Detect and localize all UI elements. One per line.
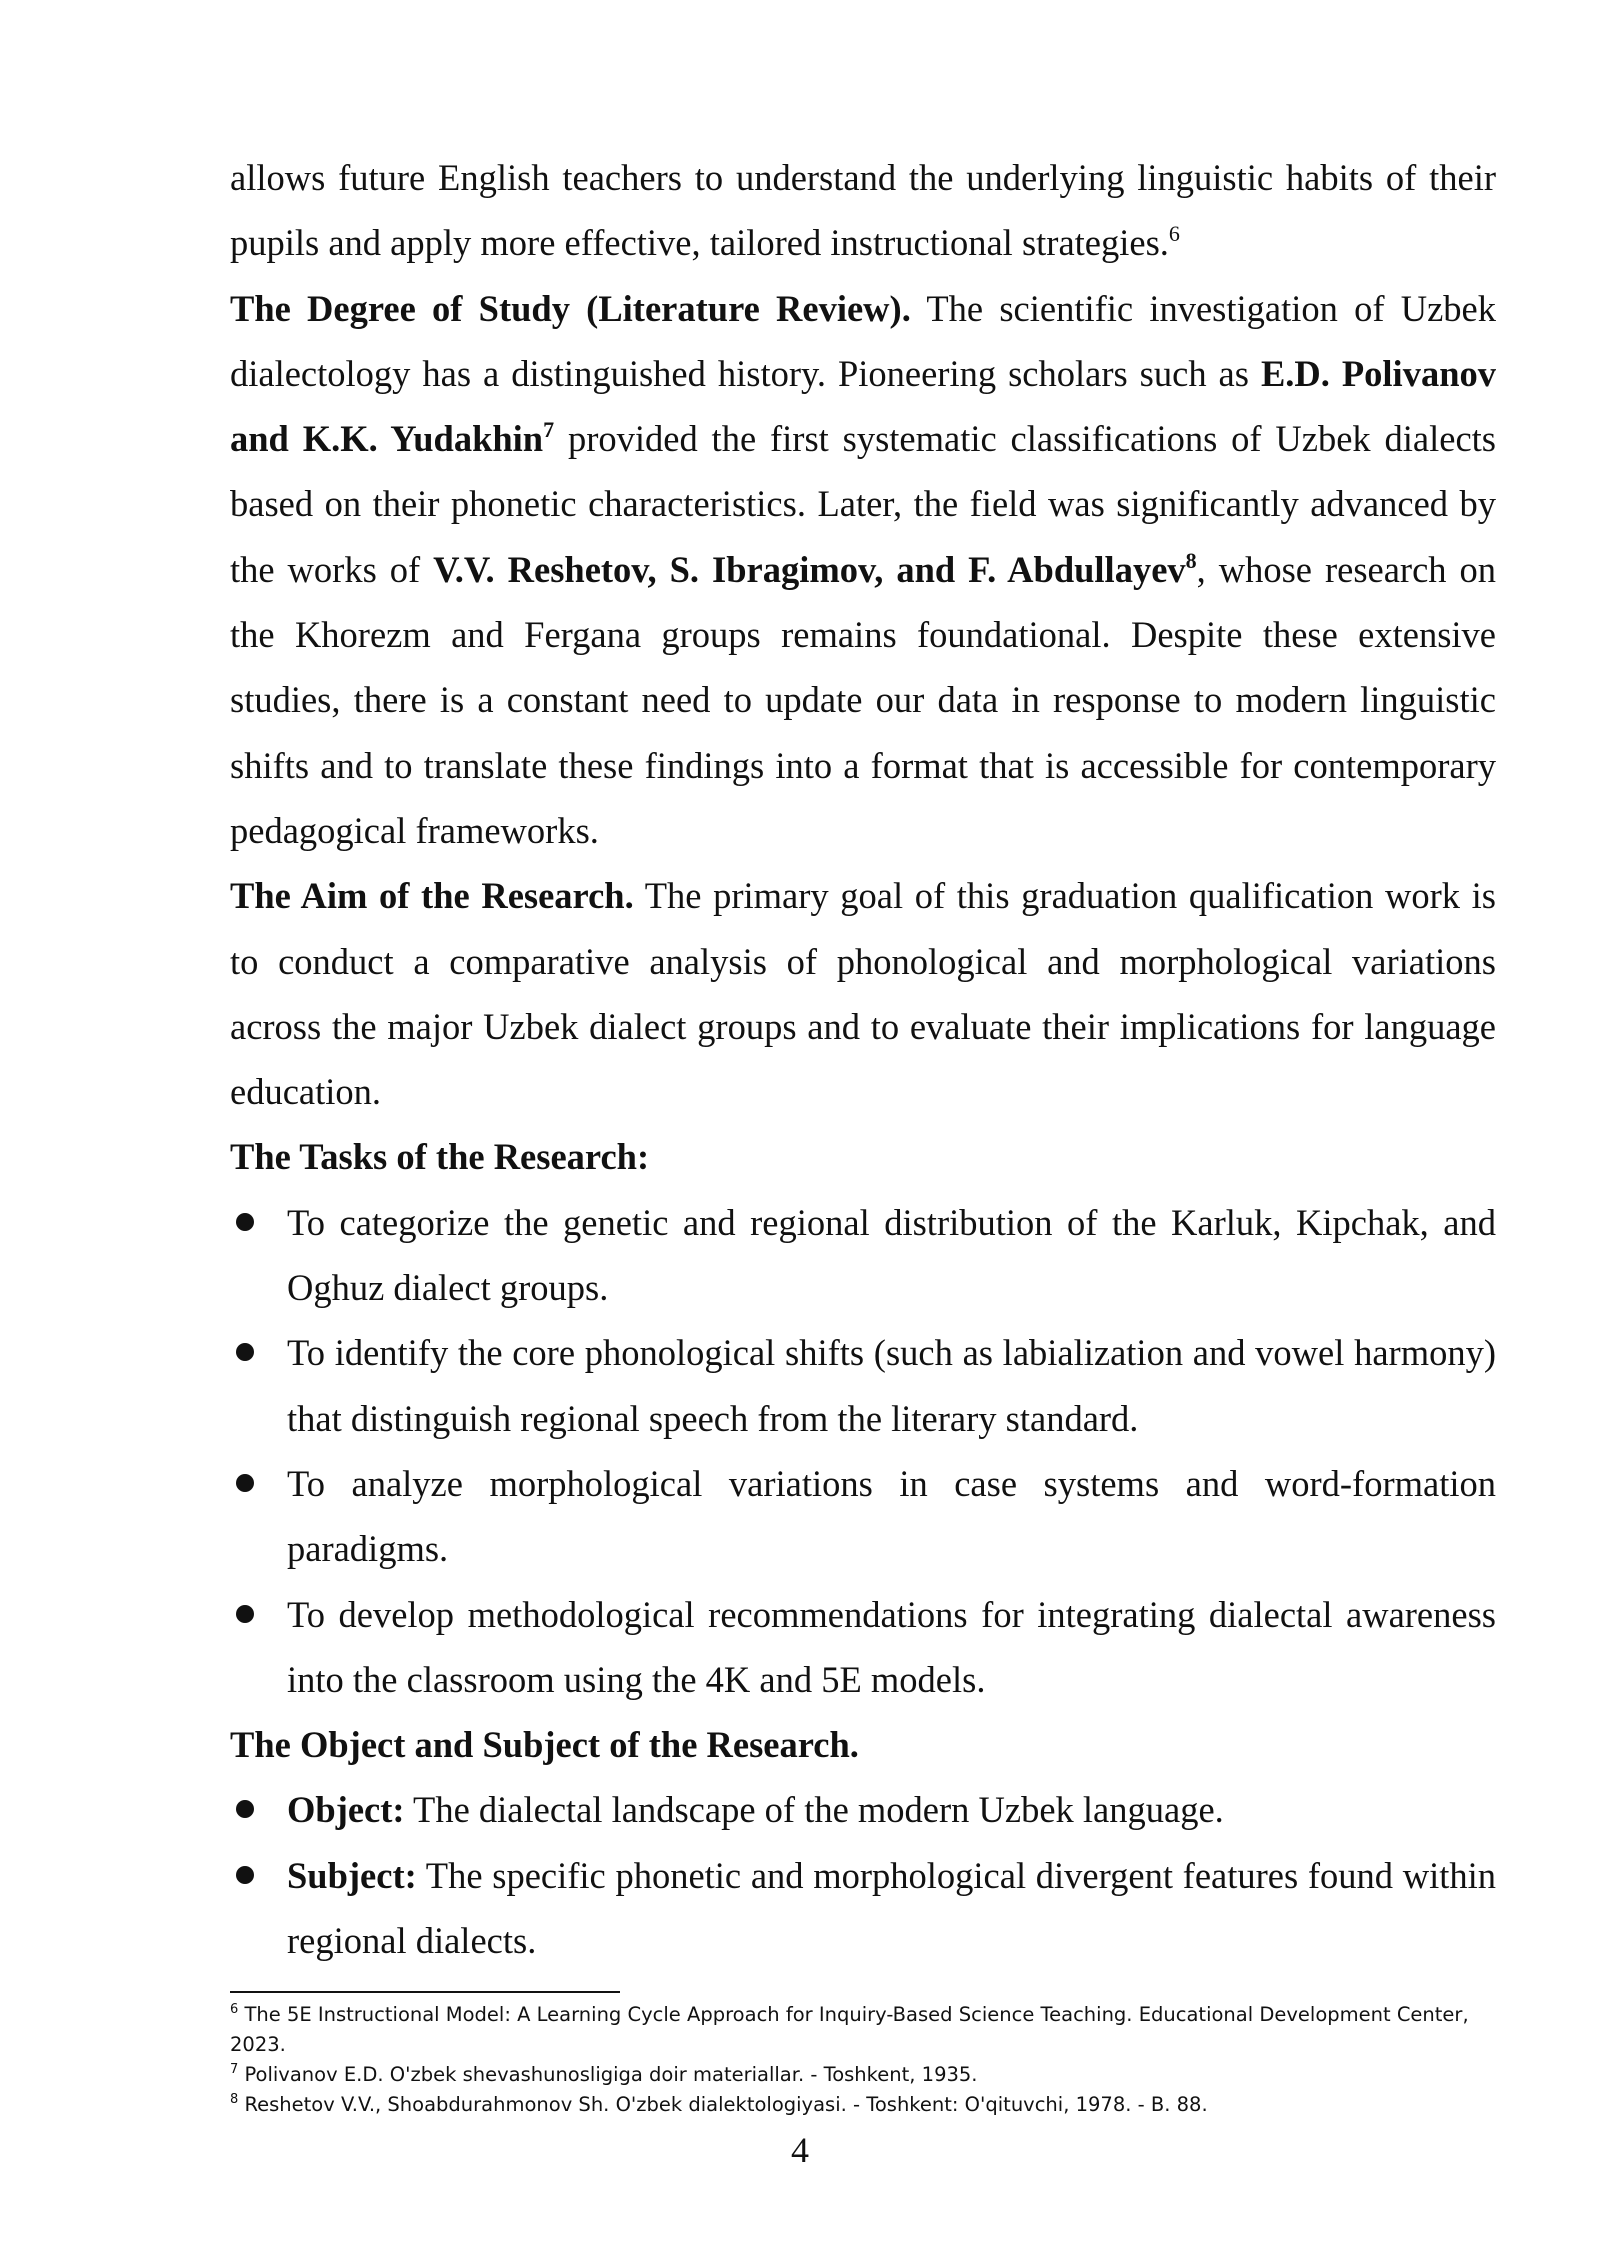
footnote-ref-6[interactable]: 6 bbox=[1168, 221, 1180, 247]
list-item bbox=[230, 1843, 1496, 1974]
footnote-number: 7 bbox=[230, 2062, 239, 2077]
footnote-6 bbox=[230, 2000, 1496, 2060]
footnote-8 bbox=[230, 2090, 1496, 2120]
bullet-icon bbox=[236, 1343, 254, 1361]
literature-review-text-2: provided the first systematic classifications of Uzbek dialects based on their phonetic characteristics. Later, the field was significantly advanced by the works of bbox=[230, 418, 1496, 590]
aim-heading: The Aim of the Research. bbox=[230, 875, 634, 917]
list-item bbox=[230, 1451, 1496, 1582]
literature-review-text-3: , whose research on the Khorezm and Fergana groups remains foundational. Despite these extensive studies, there is a constant need to update our data in response to modern linguistic shifts and to translate these findings into a format that is accessible for contemporary pedagogical frameworks. bbox=[230, 548, 1496, 851]
aim-text: The primary goal of this graduation qualification work is to conduct a comparative analysis of phonological and morphological variations across the major Uzbek dialect groups and to evaluate their implications for language education. bbox=[230, 875, 1496, 1113]
subject-text: The specific phonetic and morphological divergent features found within regional dialects. bbox=[287, 1854, 1496, 1962]
object-text: The dialectal landscape of the modern Uzbek language. bbox=[404, 1789, 1224, 1831]
footnote-text: Polivanov E.D. O'zbek shevashunosligiga doir materiallar. - Toshkent, 1935. bbox=[238, 2063, 978, 2086]
list-item bbox=[230, 1320, 1496, 1451]
main-content bbox=[230, 145, 1496, 1973]
task-text: To develop methodological recommendations for integrating dialectal awareness into the classroom using the 4K and 5E models. bbox=[287, 1593, 1496, 1700]
scholars-reshetov-ibragimov-abdullayev: V.V. Reshetov, S. Ibragimov, and F. Abdullayev bbox=[433, 548, 1186, 590]
bullet-icon bbox=[236, 1213, 254, 1231]
scholars-polivanov-yudakhin: E.D. Polivanov and K.K. Yudakhin bbox=[230, 352, 1496, 460]
aim-paragraph bbox=[230, 863, 1496, 1124]
bullet-icon bbox=[236, 1474, 254, 1492]
footnote-text: The 5E Instructional Model: A Learning Cycle Approach for Inquiry-Based Science Teaching. Educational Development Center, 2023. bbox=[230, 2003, 1469, 2056]
literature-review-paragraph bbox=[230, 276, 1496, 864]
intro-paragraph bbox=[230, 145, 1496, 276]
footnotes bbox=[230, 2000, 1496, 2120]
list-item bbox=[230, 1190, 1496, 1321]
list-item bbox=[230, 1777, 1496, 1842]
footnote-7 bbox=[230, 2060, 1496, 2090]
footnote-separator bbox=[230, 1991, 620, 1993]
footnote-number: 8 bbox=[230, 2092, 239, 2107]
bullet-icon bbox=[236, 1605, 254, 1623]
list-item bbox=[230, 1582, 1496, 1713]
subject-label: Subject: bbox=[287, 1854, 417, 1896]
task-text: To categorize the genetic and regional distribution of the Karluk, Kipchak, and Oghuz dialect groups. bbox=[287, 1201, 1496, 1309]
footnote-text: Reshetov V.V., Shoabdurahmonov Sh. O'zbek dialektologiyasi. - Toshkent: O'qituvchi, 1978. - B. 88. bbox=[238, 2093, 1208, 2116]
object-subject-list bbox=[230, 1777, 1496, 1973]
task-text: To identify the core phonological shifts (such as labialization and vowel harmony) that distinguish regional speech from the literary standard. bbox=[287, 1332, 1496, 1439]
footnote-number: 6 bbox=[230, 2002, 239, 2017]
intro-text: allows future English teachers to understand the underlying linguistic habits of their pupils and apply more effective, tailored instructional strategies. bbox=[230, 157, 1496, 264]
footnote-ref-7[interactable]: 7 bbox=[543, 417, 555, 443]
page-number: 4 bbox=[791, 2130, 809, 2170]
bullet-icon bbox=[236, 1866, 254, 1884]
bullet-icon bbox=[236, 1800, 254, 1818]
object-subject-heading: The Object and Subject of the Research. bbox=[230, 1724, 859, 1766]
literature-review-text-1: The scientific investigation of Uzbek dialectology has a distinguished history. Pioneering scholars such as bbox=[230, 287, 1496, 394]
tasks-list bbox=[230, 1190, 1496, 1712]
task-text: To analyze morphological variations in case systems and word-formation paradigms. bbox=[287, 1462, 1496, 1570]
object-label: Object: bbox=[287, 1789, 405, 1831]
tasks-heading: The Tasks of the Research: bbox=[230, 1136, 650, 1178]
footnote-ref-8[interactable]: 8 bbox=[1185, 547, 1197, 573]
literature-review-heading: The Degree of Study (Literature Review). bbox=[230, 287, 911, 329]
